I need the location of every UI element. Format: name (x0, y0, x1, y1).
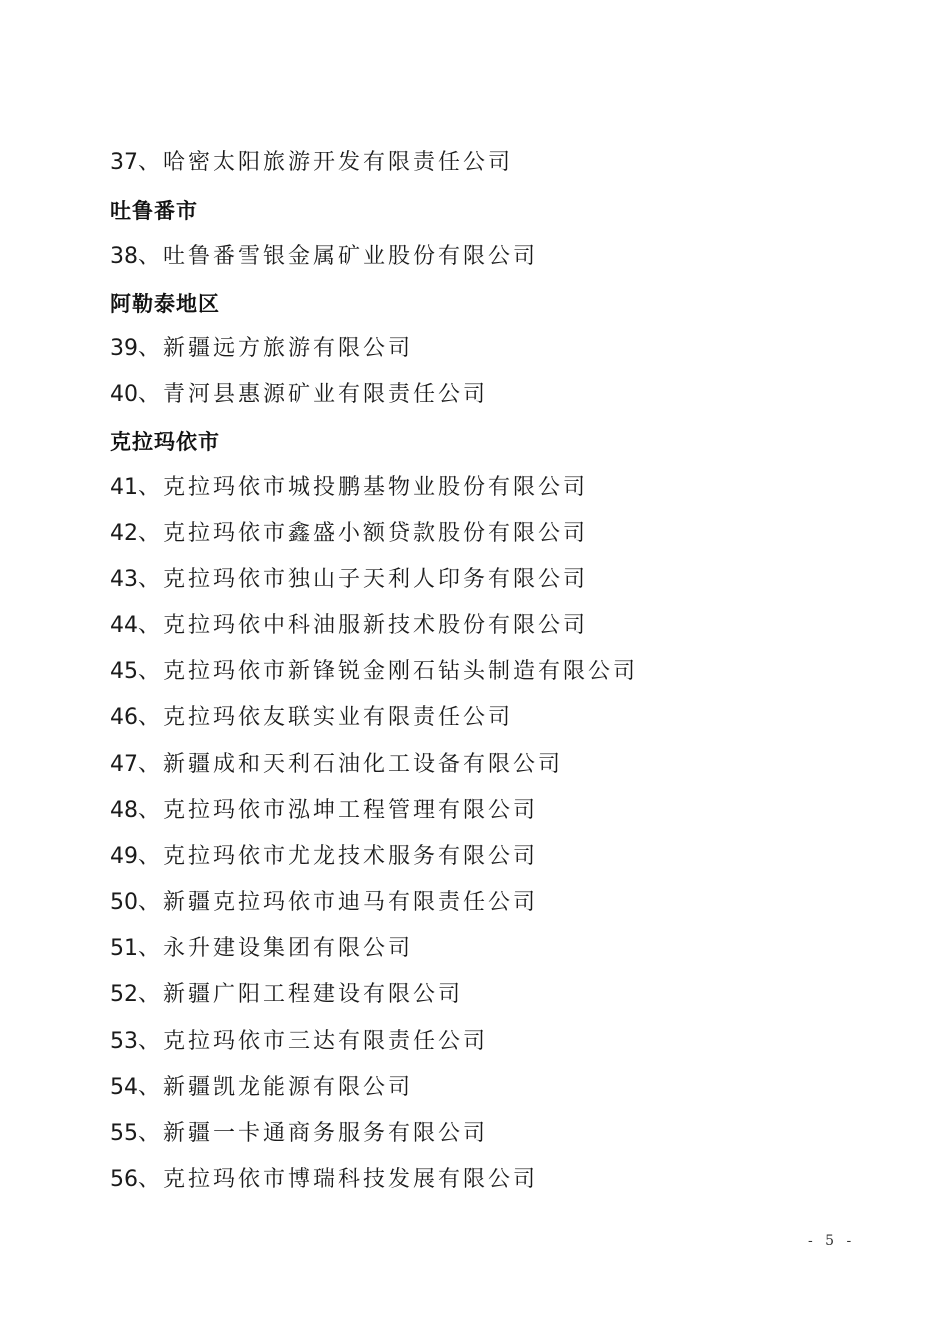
item-number: 37 (110, 150, 138, 175)
region-heading: 吐鲁番市 (110, 199, 198, 223)
item-number: 56 (110, 1167, 138, 1192)
company-name: 、新疆远方旅游有限公司 (138, 336, 414, 361)
item-number: 49 (110, 844, 138, 869)
list-item (110, 934, 413, 964)
company-name: 、新疆克拉玛依市迪马有限责任公司 (138, 890, 539, 915)
company-name: 、克拉玛依中科油服新技术股份有限公司 (138, 613, 589, 638)
company-name: 、克拉玛依市博瑞科技发展有限公司 (138, 1167, 539, 1192)
list-item (110, 1119, 488, 1149)
company-name: 、克拉玛依市城投鹏基物业股份有限公司 (138, 475, 589, 500)
company-name: 、克拉玛依市鑫盛小额贷款股份有限公司 (138, 521, 589, 546)
company-name: 、克拉玛依市尤龙技术服务有限公司 (138, 844, 539, 869)
list-item (110, 1027, 488, 1057)
list-item (110, 1073, 413, 1103)
list-item (110, 565, 588, 595)
item-number: 39 (110, 336, 138, 361)
list-item (110, 242, 538, 272)
item-number: 51 (110, 936, 138, 961)
list-item (110, 888, 538, 918)
list-item (110, 1165, 538, 1195)
item-number: 44 (110, 613, 138, 638)
list-item (110, 657, 638, 687)
list-item (110, 519, 588, 549)
page-number: - 5 - (808, 1233, 856, 1249)
company-name: 、新疆广阳工程建设有限公司 (138, 982, 464, 1007)
region-heading: 克拉玛依市 (110, 430, 220, 454)
item-number: 38 (110, 244, 138, 269)
item-number: 52 (110, 982, 138, 1007)
company-name: 、永升建设集团有限公司 (138, 936, 414, 961)
item-number: 55 (110, 1121, 138, 1146)
list-item (110, 380, 488, 410)
item-number: 54 (110, 1075, 138, 1100)
list-item (110, 750, 563, 780)
list-item (110, 703, 513, 733)
region-heading: 阿勒泰地区 (110, 292, 220, 316)
list-item (110, 611, 588, 641)
item-number: 40 (110, 382, 138, 407)
company-name: 、克拉玛依市泓坤工程管理有限公司 (138, 798, 539, 823)
company-name: 、新疆一卡通商务服务有限公司 (138, 1121, 489, 1146)
company-name: 、克拉玛依友联实业有限责任公司 (138, 705, 514, 730)
company-name: 、克拉玛依市独山子天利人印务有限公司 (138, 567, 589, 592)
item-number: 50 (110, 890, 138, 915)
list-item (110, 473, 588, 503)
item-number: 47 (110, 752, 138, 777)
item-number: 48 (110, 798, 138, 823)
company-name: 、克拉玛依市新锋锐金刚石钻头制造有限公司 (138, 659, 639, 684)
list-item (110, 796, 538, 826)
company-name: 、哈密太阳旅游开发有限责任公司 (138, 150, 514, 175)
item-number: 43 (110, 567, 138, 592)
company-name: 、新疆成和天利石油化工设备有限公司 (138, 752, 564, 777)
company-name: 、青河县惠源矿业有限责任公司 (138, 382, 489, 407)
company-name: 、新疆凯龙能源有限公司 (138, 1075, 414, 1100)
item-number: 41 (110, 475, 138, 500)
item-number: 42 (110, 521, 138, 546)
list-item (110, 148, 513, 178)
list-item (110, 842, 538, 872)
list-item (110, 334, 413, 364)
item-number: 45 (110, 659, 138, 684)
item-number: 46 (110, 705, 138, 730)
list-item (110, 980, 463, 1010)
company-name: 、吐鲁番雪银金属矿业股份有限公司 (138, 244, 539, 269)
company-name: 、克拉玛依市三达有限责任公司 (138, 1029, 489, 1054)
item-number: 53 (110, 1029, 138, 1054)
